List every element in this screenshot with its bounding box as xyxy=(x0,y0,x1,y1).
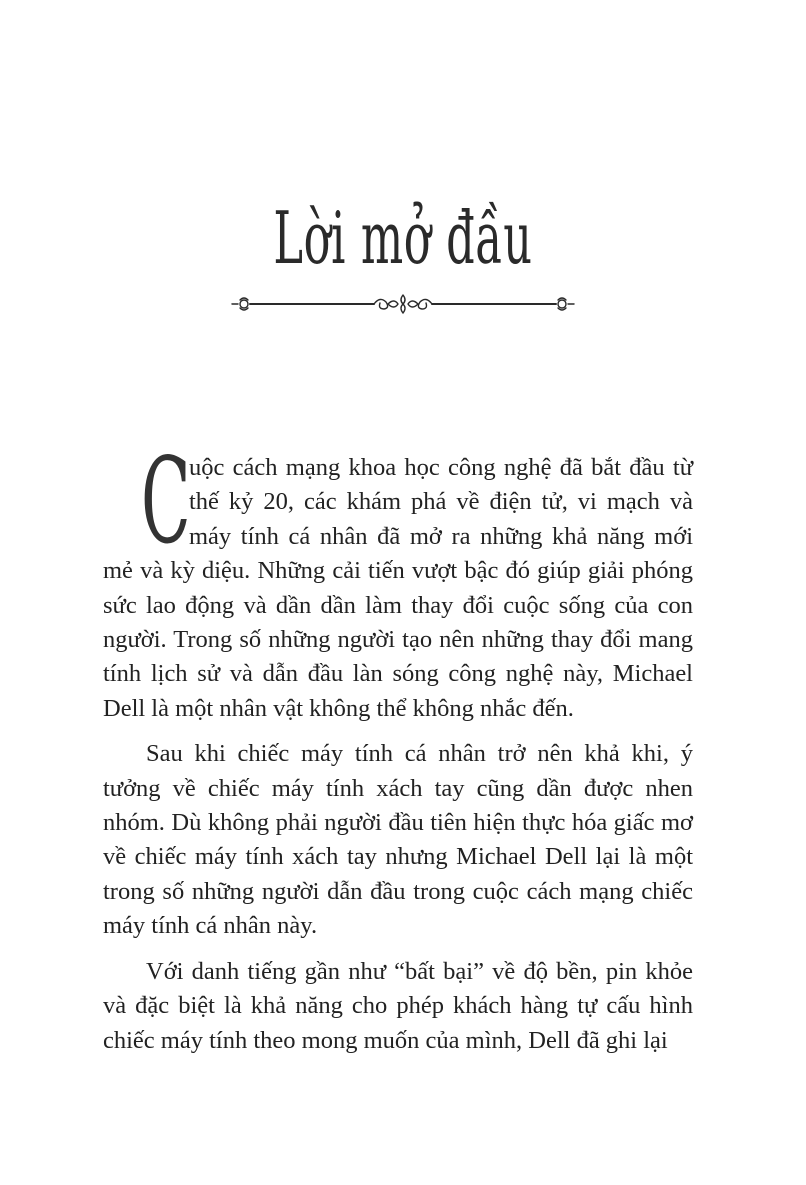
body-text xyxy=(103,432,693,1069)
drop-cap: C xyxy=(141,432,191,570)
paragraph-1 xyxy=(103,432,693,726)
flourish-divider-icon xyxy=(228,292,578,316)
paragraph-1-text: uộc cách mạng khoa học công nghệ đã bắt đầu từ thế kỷ 20, các khám phá về điện tử, vi mạch và máy tính cá nhân đã mở ra những khả năng mới mẻ và kỳ diệu. Những cải tiến vượt bậc đó giúp giải phóng sức lao động và dần dần làm thay đổi cuộc sống của con người. Trong số những người tạo nên những thay đổi mang tính lịch sử và dẫn đầu làn sóng công nghệ này, Michael Dell là một nhân vật không thể không nhắc đến. xyxy=(103,454,693,722)
paragraph-3: Với danh tiếng gần như “bất bại” về độ bền, pin khỏe và đặc biệt là khả năng cho phép khách hàng tự cấu hình chiếc máy tính theo mong muốn của mình, Dell đã ghi lại xyxy=(103,957,693,1054)
paragraph-2: Sau khi chiếc máy tính cá nhân trở nên khả khi, ý tưởng về chiếc máy tính xách tay cũng dần được nhen nhóm. Dù không phải người đầu tiên hiện thực hóa giấc mơ về chiếc máy tính xách tay nhưng Michael Dell lại là một trong số những người dẫn đầu trong cuộc cách mạng chiếc máy tính cá nhân này. xyxy=(103,740,693,940)
chapter-title: Lời mở đầu xyxy=(273,196,533,280)
